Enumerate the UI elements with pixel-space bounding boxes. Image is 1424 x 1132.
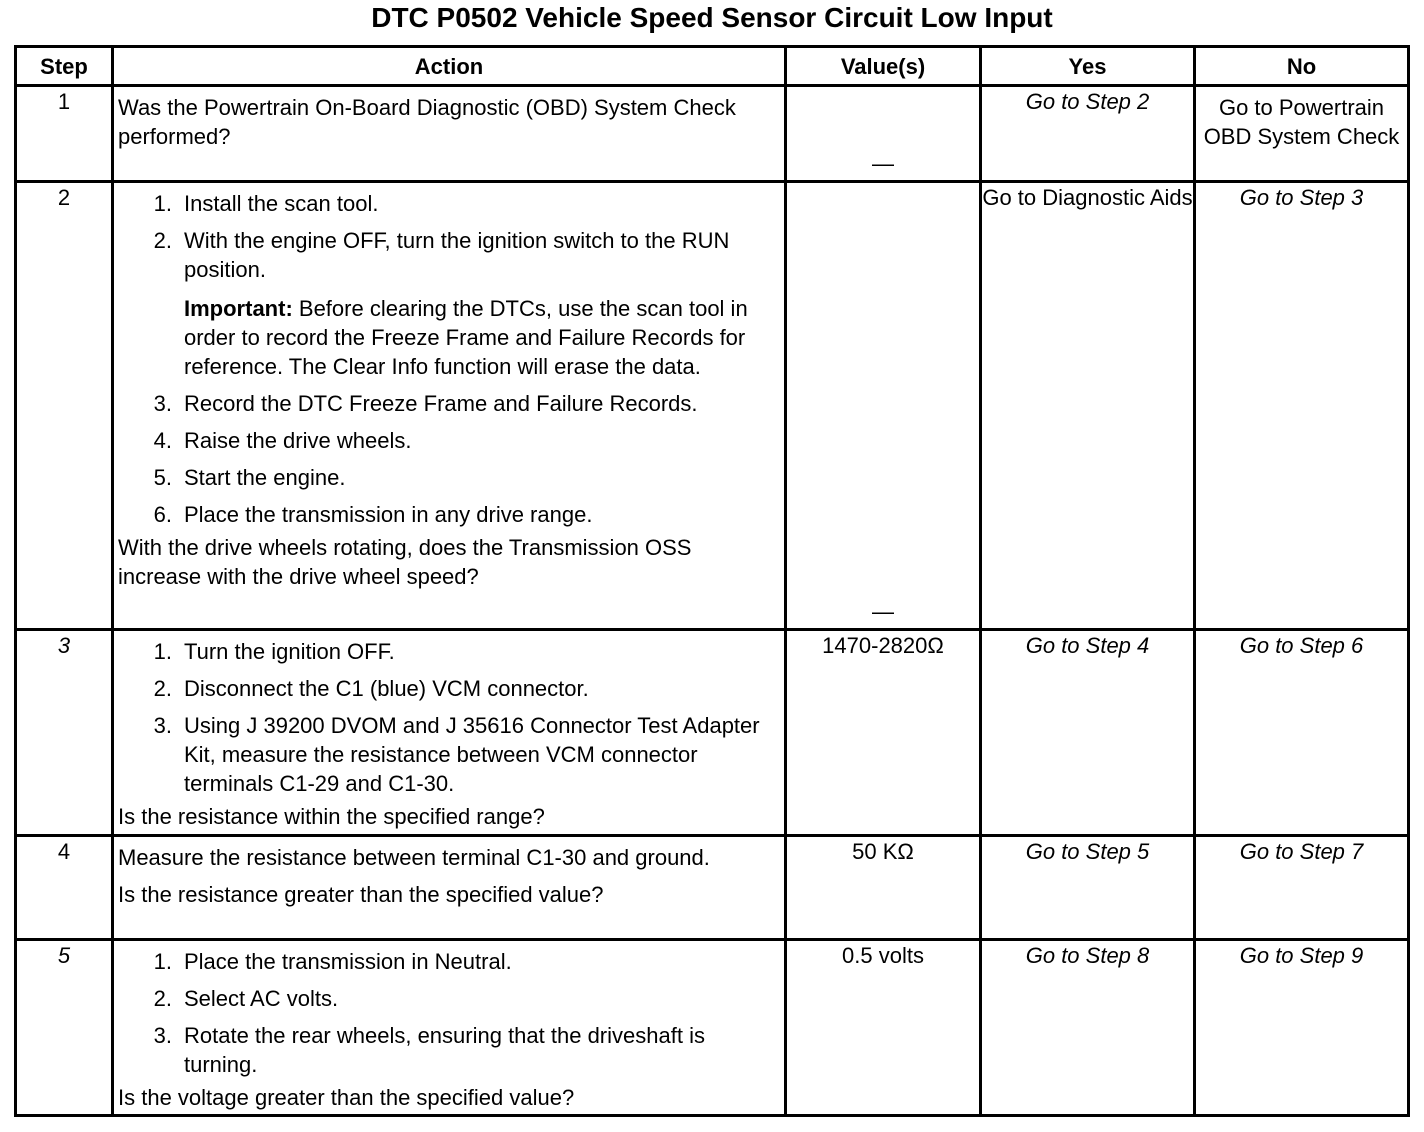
action-cell <box>113 182 786 630</box>
value-cell: 1470-2820Ω <box>786 630 981 836</box>
action-steps <box>118 189 778 284</box>
no-cell: Go to Step 6 <box>1195 630 1409 836</box>
yes-cell: Go to Step 2 <box>981 86 1195 182</box>
action-cell <box>113 630 786 836</box>
action-steps <box>118 637 778 798</box>
table-row <box>16 940 1409 1116</box>
step-number: 3 <box>16 630 113 836</box>
no-cell: Go to Step 7 <box>1195 836 1409 940</box>
list-item: 6. Place the transmission in any drive range. <box>153 502 593 527</box>
yes-cell: Go to Diagnostic Aids <box>981 182 1195 630</box>
value-cell: — <box>786 86 981 182</box>
step-number: 1 <box>16 86 113 182</box>
action-text: Was the Powertrain On-Board Diagnostic (OBD) System Check performed? <box>118 95 736 149</box>
list-item: 5. Start the engine. <box>153 465 346 490</box>
value-cell: 50 KΩ <box>786 836 981 940</box>
table-row <box>16 630 1409 836</box>
page-title: DTC P0502 Vehicle Speed Sensor Circuit Low Input <box>371 2 1053 33</box>
value-cell: — <box>786 182 981 630</box>
action-question: Is the resistance greater than the specified value? <box>118 882 604 907</box>
header-step: Step <box>16 47 113 86</box>
list-item: 3. Record the DTC Freeze Frame and Failure Records. <box>153 391 698 416</box>
value-cell: 0.5 volts <box>786 940 981 1116</box>
list-item: 2. With the engine OFF, turn the ignition switch to the RUN position. <box>153 228 730 282</box>
table-row <box>16 182 1409 630</box>
table-row <box>16 836 1409 940</box>
important-label: Important: <box>184 296 293 321</box>
step-number: 5 <box>16 940 113 1116</box>
action-question: Is the resistance within the specified range? <box>118 804 545 829</box>
action-cell <box>113 836 786 940</box>
list-item: 3. Rotate the rear wheels, ensuring that the driveshaft is turning. <box>153 1023 705 1077</box>
header-no: No <box>1195 47 1409 86</box>
important-note <box>184 294 778 381</box>
yes-cell: Go to Step 4 <box>981 630 1195 836</box>
table-row <box>16 86 1409 182</box>
no-cell: Go to Powertrain OBD System Check <box>1195 86 1409 182</box>
header-values: Value(s) <box>786 47 981 86</box>
header-action: Action <box>113 47 786 86</box>
action-cell <box>113 86 786 182</box>
no-cell: Go to Step 9 <box>1195 940 1409 1116</box>
list-item: 1. Place the transmission in Neutral. <box>153 949 512 974</box>
action-steps <box>118 947 778 1079</box>
list-item: 2. Disconnect the C1 (blue) VCM connector. <box>153 676 589 701</box>
important-text: Before clearing the DTCs, use the scan tool in order to record the Freeze Frame and Failure Records for reference. The Clear Info function will erase the data. <box>184 296 748 379</box>
list-item: 2. Select AC volts. <box>153 986 339 1011</box>
action-question: With the drive wheels rotating, does the Transmission OSS increase with the drive wheel speed? <box>118 535 692 589</box>
list-item: 3. Using J 39200 DVOM and J 35616 Connector Test Adapter Kit, measure the resistance between VCM connector terminals C1-29 and C1-30. <box>153 713 760 796</box>
action-text: Measure the resistance between terminal C1-30 and ground. <box>118 845 710 870</box>
yes-cell: Go to Step 8 <box>981 940 1195 1116</box>
yes-cell: Go to Step 5 <box>981 836 1195 940</box>
header-row <box>16 47 1409 86</box>
list-item: 4. Raise the drive wheels. <box>153 428 412 453</box>
no-cell: Go to Step 3 <box>1195 182 1409 630</box>
list-item: 1. Turn the ignition OFF. <box>153 639 395 664</box>
diagnostic-table <box>14 45 1410 1117</box>
step-number: 2 <box>16 182 113 630</box>
action-steps <box>118 389 778 529</box>
action-question: Is the voltage greater than the specified value? <box>118 1085 575 1110</box>
list-item: 1. Install the scan tool. <box>153 191 379 216</box>
action-cell <box>113 940 786 1116</box>
header-yes: Yes <box>981 47 1195 86</box>
step-number: 4 <box>16 836 113 940</box>
